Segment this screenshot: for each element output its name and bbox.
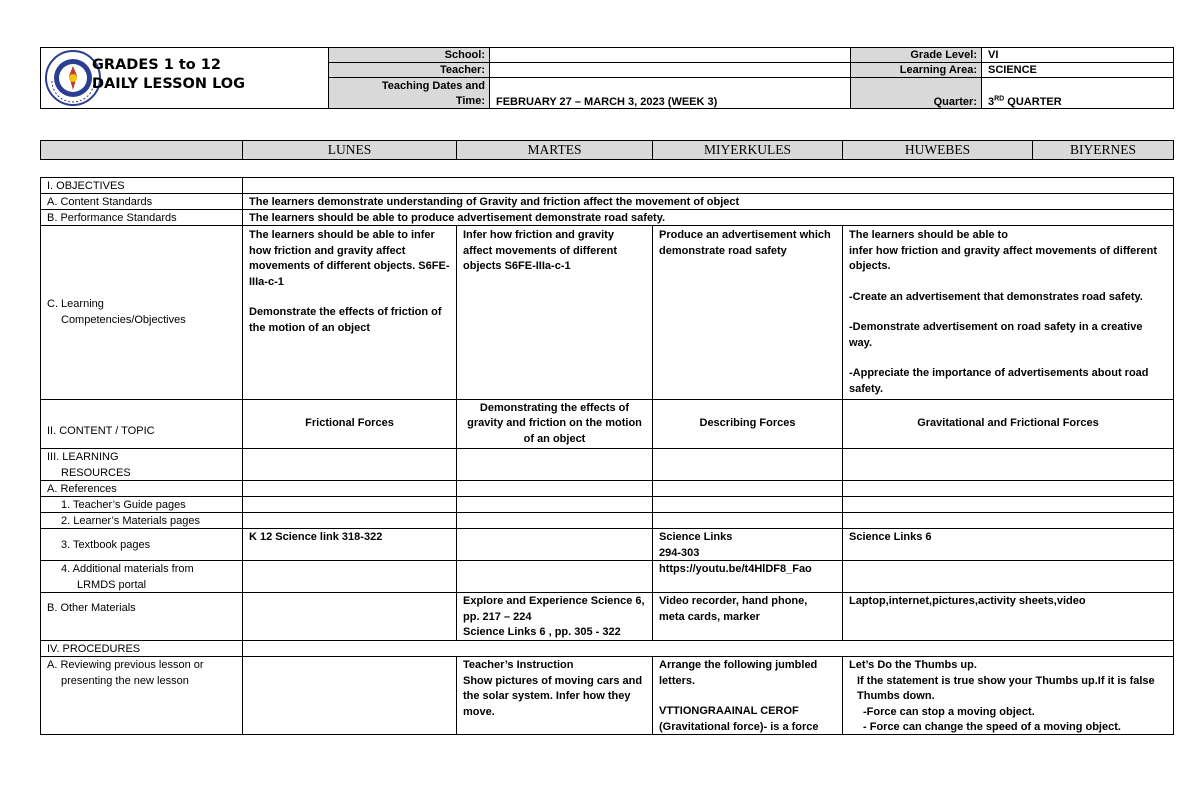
comp-lunes-2: Demonstrate the effects of friction of the motion of an object [249,306,442,334]
lr-lunes [242,448,457,481]
textbook-lunes: K 12 Science link 318-322 [242,528,457,561]
review-martes [456,656,653,735]
ref-martes [456,480,653,497]
competencies-martes: Infer how friction and gravity affect movements of different objects S6FE-IIIa-c-1 [456,225,653,400]
teaching-dates-label-1: Teaching Dates and [381,80,485,92]
objectives-label: I. OBJECTIVES [40,177,243,194]
additional-martes [456,560,653,593]
competencies-label-1: C. Learning [47,298,104,310]
day-huwebes: HUWEBES [842,140,1033,160]
comp-huw-4: -Demonstrate advertisement on road safety in a creative way. [849,321,1143,349]
lm-pages-label: 2. Learner’s Materials pages [40,512,243,529]
other-martes-1: Explore and Experience Science 6, pp. 217 – 224 [463,595,645,623]
teaching-dates-label-2: Time: [455,95,485,107]
review-huw-2: If the statement is true show your Thumbs up.If it is false Thumbs down. [857,674,1155,702]
lm-miyerkules [652,512,843,529]
lr-huwebes [842,448,1174,481]
additional-2: LRMDS portal [77,578,147,591]
day-biyernes: BIYERNES [1032,140,1174,160]
review-lunes [242,656,457,735]
comp-lunes-1: The learners should be able to infer how friction and gravity affect movements of different objects. S6FE-IIIa-c-1 [249,229,450,288]
lr-miyerkules [652,448,843,481]
review-miyerkules [652,656,843,735]
other-miyerkules: Video recorder, hand phone, meta cards, marker [652,592,843,641]
grade-level-value: VI [981,47,1174,63]
review-2: presenting the new lesson [61,674,189,687]
performance-standards-label: B. Performance Standards [40,209,243,226]
quarter-value [981,77,1174,109]
other-materials-label: B. Other Materials [40,592,243,641]
additional-miyerkules-link[interactable]: https://youtu.be/t4HlDF8_Fao [652,560,843,593]
teaching-dates-label [328,77,490,109]
review-huwebes [842,656,1174,735]
review-label [40,656,243,735]
tg-huwebes [842,496,1174,513]
topic-miyerkules: Describing Forces [652,399,843,449]
teacher-label: Teacher: [328,62,490,78]
page-title [92,56,245,94]
procedures-label: IV. PROCEDURES [40,640,243,657]
comp-huw-3: -Create an advertisement that demonstrates road safety. [849,290,1143,303]
learning-area-value: SCIENCE [981,62,1174,78]
review-martes-1: Teacher’s Instruction [463,659,574,671]
comp-huw-5: -Appreciate the importance of advertisements about road safety. [849,367,1149,395]
learning-resources-2: RESOURCES [61,466,131,479]
ref-lunes [242,480,457,497]
topic-huwebes: Gravitational and Frictional Forces [842,399,1174,449]
competencies-lunes [242,225,457,400]
additional-materials-label [40,560,243,593]
additional-lunes [242,560,457,593]
school-value [489,47,851,63]
title-line-2: DAILY LESSON LOG [92,76,246,92]
quarter-num: 3 [988,96,995,108]
other-huwebes: Laptop,internet,pictures,activity sheets,video [842,592,1174,641]
textbook-miy-2: 294-303 [659,546,700,559]
day-martes: MARTES [456,140,653,160]
textbook-huwebes: Science Links 6 [842,528,1174,561]
quarter-sup: RD [994,95,1005,103]
day-miyerkules: MIYERKULES [652,140,843,160]
review-miy-1: Arrange the following jumbled letters. [659,659,818,687]
quarter-label: Quarter: [850,77,982,109]
textbook-miy-1: Science Links [659,531,733,543]
textbook-martes [456,528,653,561]
additional-huwebes [842,560,1174,593]
competencies-label [40,225,243,400]
learning-resources-1: III. LEARNING [47,451,119,463]
comp-huw-2: infer how friction and gravity affect movements of different objects. [849,244,1158,272]
textbook-miyerkules [652,528,843,561]
teacher-value [489,62,851,78]
learning-area-label: Learning Area: [850,62,982,78]
topic-lunes: Frictional Forces [242,399,457,449]
day-lunes: LUNES [242,140,457,160]
content-standards-value: The learners demonstrate understanding of Gravity and friction affect the movement of object [242,193,1174,210]
tg-martes [456,496,653,513]
procedures-blank [242,640,1174,657]
review-1: A. Reviewing previous lesson or [47,659,204,671]
other-martes [456,592,653,641]
tg-miyerkules [652,496,843,513]
performance-standards-value: The learners should be able to produce advertisement demonstrate road safety. [242,209,1174,226]
day-header-blank [40,140,243,160]
competencies-miyerkules: Produce an advertisement which demonstrate road safety [652,225,843,400]
competencies-huwebes [842,225,1174,400]
additional-1: 4. Additional materials from [61,563,194,575]
lm-lunes [242,512,457,529]
lm-huwebes [842,512,1174,529]
tg-pages-label: 1. Teacher’s Guide pages [40,496,243,513]
grade-level-label: Grade Level: [850,47,982,63]
review-huw-1: Let’s Do the Thumbs up. [849,659,977,671]
lr-martes [456,448,653,481]
other-martes-2: Science Links 6 , pp. 305 - 322 [463,626,621,638]
other-lunes [242,592,457,641]
school-label: School: [328,47,490,63]
review-martes-2: Show pictures of moving cars and the solar system. Infer how they move. [463,674,643,718]
references-label: A. References [40,480,243,497]
comp-huw-1: The learners should be able to [849,229,1008,241]
ref-miyerkules [652,480,843,497]
competencies-label-2: Competencies/Objectives [61,313,186,326]
textbook-label: 3. Textbook pages [40,528,243,561]
learning-resources-label [40,448,243,481]
ref-huwebes [842,480,1174,497]
tg-lunes [242,496,457,513]
title-line-1: GRADES 1 to 12 [92,57,221,73]
objectives-blank [242,177,1174,194]
lm-martes [456,512,653,529]
review-miy-2: VTTIONGRAAINAL CEROF [659,705,799,717]
quarter-rest: QUARTER [1004,96,1062,108]
content-topic-label: II. CONTENT / TOPIC [40,399,243,449]
review-miy-3: (Gravitational force)- is a force [659,720,819,733]
teaching-dates-value: FEBRUARY 27 – MARCH 3, 2023 (WEEK 3) [489,77,851,109]
review-huw-4: - Force can change the speed of a moving object. [863,721,1121,733]
content-standards-label: A. Content Standards [40,193,243,210]
review-huw-3: -Force can stop a moving object. [863,705,1035,718]
topic-martes: Demonstrating the effects of gravity and friction on the motion of an object [456,399,653,449]
